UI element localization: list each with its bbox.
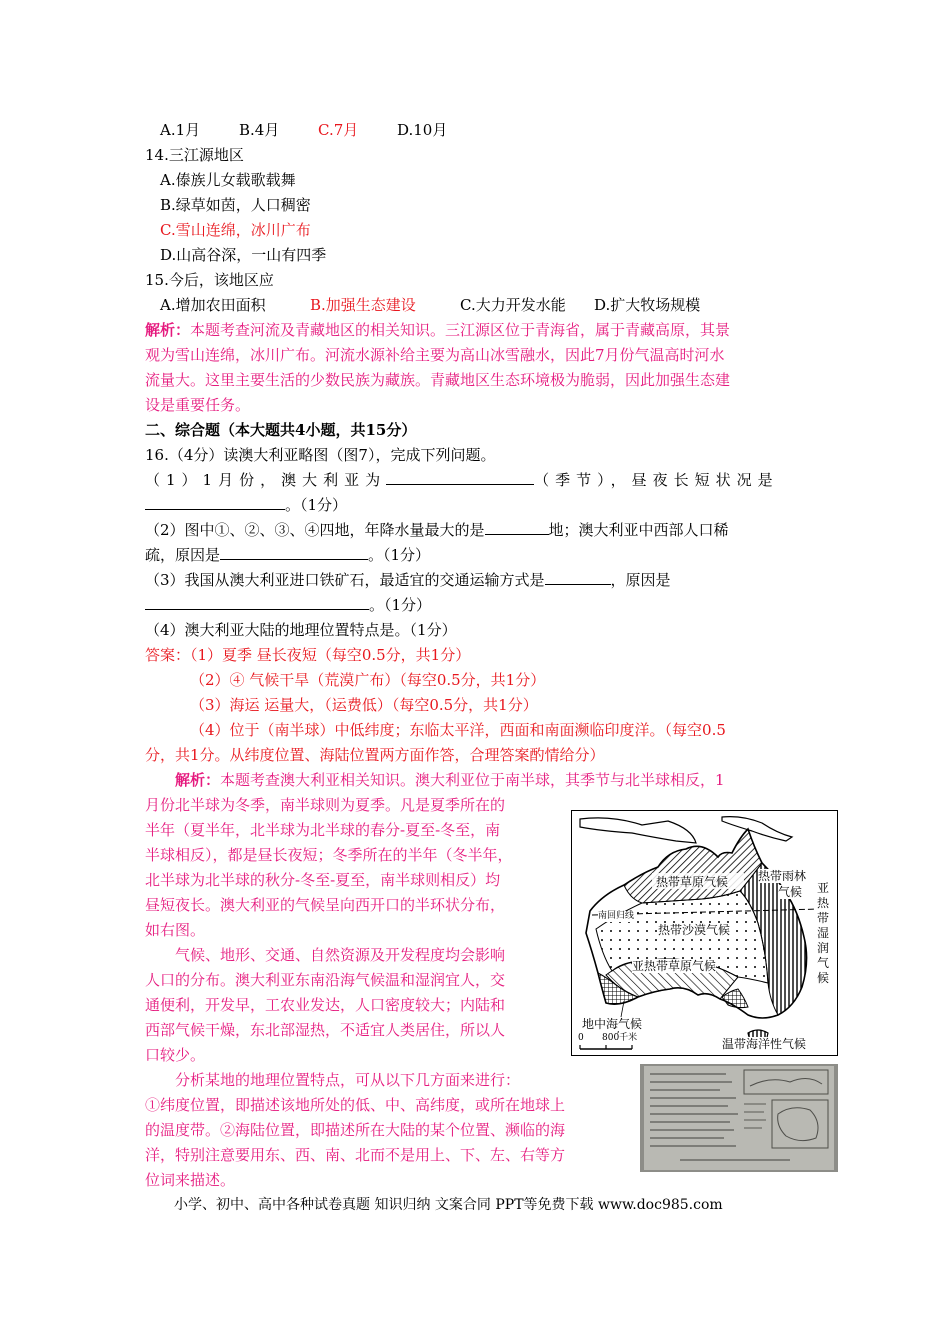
analysis2-p3-line1: 分析某地的地理位置特点，可从以下几方面来进行： bbox=[175, 1071, 521, 1089]
analysis2-p1-line6: 如右图。 bbox=[145, 921, 206, 939]
analysis2-p2-line3: 通便利，开发早，工农业发达，人口密度较大；内陆和 bbox=[145, 996, 506, 1014]
analysis2-p2-line2: 人口的分布。澳大利亚东南沿海气候温和湿润宜人，交 bbox=[145, 971, 506, 989]
analysis2-p3-line3: 的温度带。②海陆位置，即描述所在大陆的某个位置、濒临的海 bbox=[145, 1121, 566, 1139]
answer-blank[interactable] bbox=[485, 520, 549, 535]
label-desert: 热带沙漠气候 bbox=[658, 923, 731, 937]
section2-title: 二、综合题（本大题共4小题，共15分） bbox=[145, 421, 417, 439]
answer-blank[interactable] bbox=[545, 570, 611, 585]
label-rainforest-2: 气候 bbox=[778, 885, 803, 899]
label-subtropical-humid: 亚 热 带 湿 润 气 候 bbox=[816, 881, 829, 985]
analysis2-p1-line5: 昼短夜长。澳大利亚的气候呈向西开口的半环状分布， bbox=[145, 896, 506, 914]
analysis2-label: 解析： bbox=[175, 771, 221, 789]
q13-option-c: C.7月 bbox=[318, 121, 359, 139]
analysis2-p1-line2: 半年（夏半年，北半球为北半球的春分-夏至-冬至，南 bbox=[145, 821, 501, 839]
q14-stem: 14.三江源地区 bbox=[145, 146, 244, 164]
q14-option-b: B.绿草如茵，人口稠密 bbox=[160, 196, 311, 214]
q13-option-b: B.4月 bbox=[239, 121, 280, 139]
q14-option-c: C.雪山连绵，冰川广布 bbox=[160, 221, 311, 239]
q16-part4: （4）澳大利亚大陆的地理位置特点是。（1分） bbox=[145, 621, 457, 639]
analysis1-label: 解析： bbox=[145, 321, 191, 339]
q16-part2-line1: （2）图中①、②、③、④四地，年降水量最大的是 地；澳大利亚中西部人口稀 bbox=[145, 521, 729, 539]
australia-climate-map bbox=[571, 810, 838, 1056]
answer-blank[interactable] bbox=[220, 545, 368, 560]
label-mediterranean: 地中海气候 bbox=[582, 1017, 643, 1031]
test-paper-photo bbox=[640, 1064, 838, 1172]
q16-part3-line1: （3）我国从澳大利亚进口铁矿石，最适宜的交通运输方式是 ，原因是 bbox=[145, 571, 671, 589]
q13-option-d: D.10月 bbox=[397, 121, 448, 139]
q13-option-a: A.1月 bbox=[160, 121, 201, 139]
scale-value: 800千米 bbox=[602, 1033, 638, 1043]
analysis1-line-2: 观为雪山连绵，冰川广布。河流水源补给主要为高山冰雪融水，因此7月份气温高时河水 bbox=[145, 346, 725, 364]
scale-zero: 0 bbox=[578, 1033, 584, 1043]
analysis1-line-3: 流量大。这里主要生活的少数民族为藏族。青藏地区生态环境极为脆弱，因此加强生态建 bbox=[145, 371, 731, 389]
label-oceanic: 温带海洋性气候 bbox=[722, 1037, 807, 1051]
analysis1-line-1: 解析：本题考查河流及青藏地区的相关知识。三江源区位于青海省，属于青藏高原，其景 bbox=[145, 321, 731, 339]
analysis2-p2-line1: 气候、地形、交通、自然资源及开发程度均会影响 bbox=[175, 946, 506, 964]
test-paper-photo-image bbox=[640, 1064, 838, 1172]
q16-part1-line1: （1）1月份，澳大利亚为 （季节），昼夜长短状况是 bbox=[145, 471, 779, 489]
q16-part1-line2: 。（1分） bbox=[145, 495, 347, 515]
q13-options bbox=[160, 120, 447, 140]
answer-blank[interactable] bbox=[386, 470, 534, 485]
analysis1-line-4: 设是重要任务。 bbox=[145, 396, 251, 414]
analysis2-p1-line3: 半球相反），都是昼长夜短；冬季所在的半年（冬半年， bbox=[145, 846, 513, 864]
q15-option-d: D.扩大牧场规模 bbox=[594, 296, 701, 314]
label-rainforest: 热带雨林 bbox=[758, 869, 807, 883]
analysis2-first-line: 解析：本题考查澳大利亚相关知识。澳大利亚位于南半球，其季节与北半球相反，1 bbox=[175, 771, 725, 789]
q14-option-a: A.傣族儿女载歌载舞 bbox=[160, 171, 296, 189]
analysis2-p3-line2: ①纬度位置，即描述该地所处的低、中、高纬度，或所在地球上 bbox=[145, 1096, 566, 1114]
q15-stem: 15.今后，该地区应 bbox=[145, 271, 274, 289]
analysis2-p2-line4: 西部气候干燥，东北部湿热，不适宜人类居住，所以人 bbox=[145, 1021, 506, 1039]
q16-part2-line2: 疏，原因是 。（1分） bbox=[145, 546, 431, 564]
analysis2-p1-line1: 月份北半球为冬季，南半球则为夏季。凡是夏季所在的 bbox=[145, 796, 506, 814]
q15-options bbox=[160, 295, 700, 315]
label-savanna: 热带草原气候 bbox=[656, 875, 729, 889]
q16-part3-line2: 。（1分） bbox=[145, 595, 431, 615]
q15-option-a: A.增加农田面积 bbox=[160, 296, 266, 314]
page-footer: 小学、初中、高中各种试卷真题 知识归纳 文案合同 PPT等免费下载 www.doc985.com bbox=[174, 1197, 723, 1213]
label-tropic: 南回归线 bbox=[598, 911, 635, 921]
answer-line-5: 分，共1分。从纬度位置、海陆位置两方面作答，合理答案酌情给分） bbox=[145, 746, 605, 764]
analysis2-p3-line4: 洋，特别注意要用东、西、南、北而不是用上、下、左、右等方 bbox=[145, 1146, 566, 1164]
analysis2-p2-line5: 口较少。 bbox=[145, 1046, 206, 1064]
answer-blank[interactable] bbox=[145, 495, 285, 510]
answer-line-1: 答案：（1）夏季 昼长夜短（每空0.5分，共1分） bbox=[145, 646, 471, 664]
answer-line-3: （3）海运 运量大，（运费低）（每空0.5分，共1分） bbox=[190, 696, 538, 714]
q15-option-c: C.大力开发水能 bbox=[460, 296, 566, 314]
label-steppe: 亚热带草原气候 bbox=[632, 959, 717, 973]
answer-line-2: （2）④ 气候干旱（荒漠广布）（每空0.5分，共1分） bbox=[190, 671, 546, 689]
q15-option-b: B.加强生态建设 bbox=[310, 296, 416, 314]
analysis2-p1-line4: 北半球为北半球的秋分-冬至-夏至，南半球则相反）均 bbox=[145, 871, 501, 889]
q14-option-d: D.山高谷深，一山有四季 bbox=[160, 246, 327, 264]
answer-blank[interactable] bbox=[145, 595, 369, 610]
answer-line-4: （4）位于（南半球）中低纬度；东临太平洋，西面和南面濒临印度洋。（每空0.5 bbox=[190, 721, 726, 739]
q16-stem: 16.（4分）读澳大利亚略图（图7），完成下列问题。 bbox=[145, 446, 496, 464]
analysis2-p3-line5: 位词来描述。 bbox=[145, 1171, 236, 1189]
